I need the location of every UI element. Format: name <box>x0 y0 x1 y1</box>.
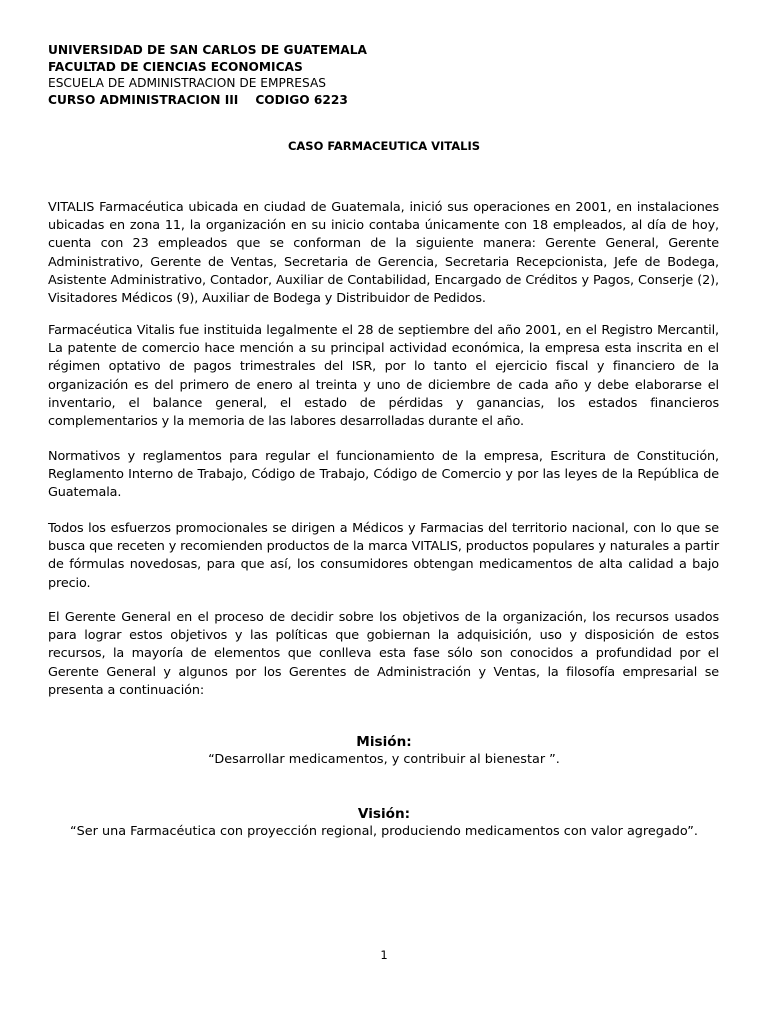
page-number: 1 <box>380 948 388 962</box>
mission-heading: Misión: <box>356 734 412 750</box>
mission-section <box>0 733 768 769</box>
paragraph-regulations <box>48 448 719 503</box>
document-header <box>48 42 367 108</box>
paragraph-company-overview <box>48 199 719 308</box>
paragraph-promotion <box>48 520 719 593</box>
paragraph-text: El Gerente General en el proceso de decidir sobre los objetivos de la organización, los recursos usados para lograr estos objetivos y las políticas que gobiernan la adquisición, uso y disposición de estos recursos, la mayoría de elementos que conlleva esta fase sólo son conocidos a profundidad por el Gerente General y algunos por los Gerentes de Administración y Ventas, la filosofía empresarial se presenta a continuación: <box>48 610 719 698</box>
course-name: CURSO ADMINISTRACION III CODIGO 6223 <box>48 92 348 107</box>
vision-heading: Visión: <box>357 806 411 822</box>
vision-text: “Ser una Farmacéutica con proyección regional, produciendo medicamentos con valor agregado”. <box>70 824 698 839</box>
paragraph-legal-registration <box>48 322 719 431</box>
paragraph-text: VITALIS Farmacéutica ubicada en ciudad de Guatemala, inició sus operaciones en 2001, en instalaciones ubicadas en zona 11, la organización en su inicio contaba únicamente con 18 empleados, al día de hoy, cuenta con 23 empleados que se conforman de la siguiente manera: Gerente General, Gerente Administrativo, Gerente de Ventas, Secretaria de Gerencia, Secretaria Recepcionista, Jefe de Bodega, Asistente Administrativo, Contador, Auxiliar de Contabilidad, Encargado de Créditos y Pagos, Conserje (2), Visitadores Médicos (9), Auxiliar de Bodega y Distribuidor de Pedidos. <box>48 200 719 307</box>
document-title: CASO FARMACEUTICA VITALIS <box>287 139 481 153</box>
paragraph-text: Farmacéutica Vitalis fue instituida legalmente el 28 de septiembre del año 2001, en el Registro Mercantil, La patente de comercio hace mención a su principal actividad económica, la empresa esta inscrita en el régimen optativo de pagos trimestrales del ISR, por lo tanto el ejercicio fiscal y financiero de la organización es del primero de enero al treinta y uno de diciembre de cada año y debe elaborarse el inventario, el balance general, el estado de pérdidas y ganancias, los estados financieros complementarios y la memoria de las labores desarrolladas durante el año. <box>48 323 719 430</box>
paragraph-management <box>48 609 719 700</box>
university-name: UNIVERSIDAD DE SAN CARLOS DE GUATEMALA <box>48 43 367 57</box>
vision-section <box>0 805 768 841</box>
school-name: ESCUELA DE ADMINISTRACION DE EMPRESAS <box>48 76 327 90</box>
mission-text: “Desarrollar medicamentos, y contribuir al bienestar ”. <box>208 752 560 767</box>
paragraph-text: Normativos y reglamentos para regular el funcionamiento de la empresa, Escritura de Constitución, Reglamento Interno de Trabajo, Código de Trabajo, Código de Comercio y por las leyes de la República de Guatemala. <box>48 449 719 501</box>
paragraph-text: Todos los esfuerzos promocionales se dirigen a Médicos y Farmacias del territorio nacional, con lo que se busca que receten y recomienden productos de la marca VITALIS, productos populares y naturales a partir de fórmulas novedosas, para que así, los consumidores obtengan medicamentos de alta calidad a bajo precio. <box>48 521 719 591</box>
faculty-name: FACULTAD DE CIENCIAS ECONOMICAS <box>48 59 303 74</box>
